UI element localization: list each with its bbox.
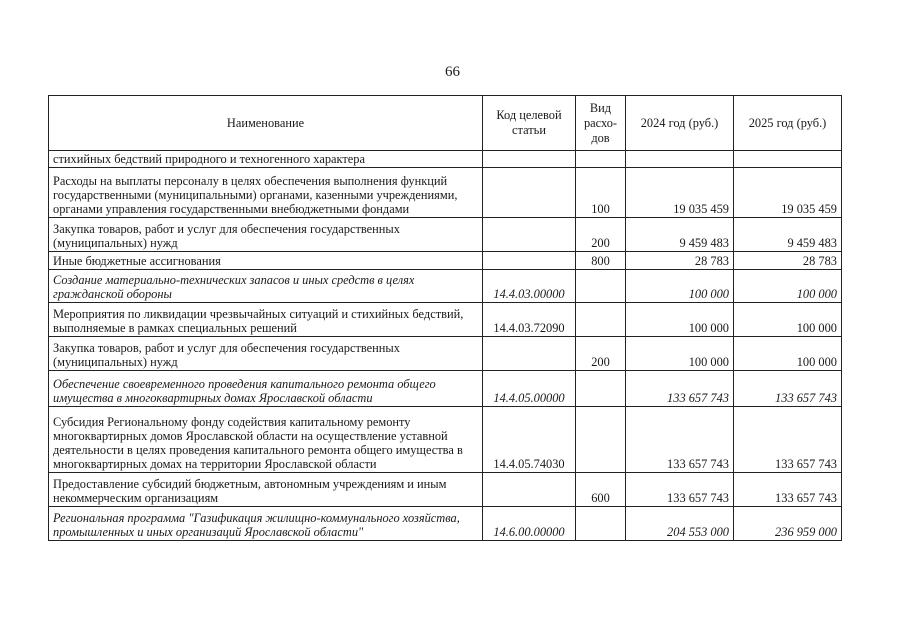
- row-kind-cell: 600: [576, 473, 626, 507]
- row-kind-cell: [576, 270, 626, 303]
- row-2024-cell: 100 000: [626, 270, 734, 303]
- row-code-cell: 14.4.05.74030: [483, 407, 576, 473]
- row-kind-cell: [576, 303, 626, 337]
- row-name-cell: Региональная программа "Газификация жилищно-коммунального хозяйства, промышленных и иных организаций Ярославской области": [49, 507, 483, 541]
- row-name-cell: Закупка товаров, работ и услуг для обеспечения государственных (муниципальных) нужд: [49, 337, 483, 371]
- row-code-cell: 14.6.00.00000: [483, 507, 576, 541]
- row-2024-cell: 100 000: [626, 303, 734, 337]
- row-2025-cell: 100 000: [734, 303, 842, 337]
- row-2025-cell: 133 657 743: [734, 407, 842, 473]
- row-code-cell: [483, 151, 576, 168]
- row-2025-cell: 100 000: [734, 337, 842, 371]
- row-2024-cell: 133 657 743: [626, 407, 734, 473]
- table-row: [49, 407, 842, 473]
- row-2025-cell: [734, 151, 842, 168]
- header-name: Наименование: [49, 96, 483, 151]
- row-name-cell: Иные бюджетные ассигнования: [49, 252, 483, 270]
- table-row: [49, 270, 842, 303]
- row-code-cell: [483, 337, 576, 371]
- row-name-cell: Создание материально-технических запасов и иных средств в целях гражданской обороны: [49, 270, 483, 303]
- table-row: [49, 218, 842, 252]
- row-2024-cell: 204 553 000: [626, 507, 734, 541]
- table-row: [49, 303, 842, 337]
- row-code-cell: [483, 252, 576, 270]
- row-name-cell: Закупка товаров, работ и услуг для обеспечения государственных (муниципальных) нужд: [49, 218, 483, 252]
- row-name-cell: Расходы на выплаты персоналу в целях обеспечения выполнения функций государственными (муниципальными) органами, казенными учреждениями, органами управления государственными внебюджетными фондами: [49, 168, 483, 218]
- row-kind-cell: 200: [576, 218, 626, 252]
- header-kind: Вид расхо- дов: [576, 96, 626, 151]
- row-code-cell: [483, 168, 576, 218]
- row-kind-cell: 100: [576, 168, 626, 218]
- row-2025-cell: 133 657 743: [734, 371, 842, 407]
- row-2024-cell: 133 657 743: [626, 473, 734, 507]
- row-2025-cell: 19 035 459: [734, 168, 842, 218]
- row-kind-cell: [576, 507, 626, 541]
- row-2025-cell: 28 783: [734, 252, 842, 270]
- row-2024-cell: 19 035 459: [626, 168, 734, 218]
- table-row: [49, 473, 842, 507]
- row-name-cell: Мероприятия по ликвидации чрезвычайных ситуаций и стихийных бедствий, выполняемые в рамках специальных решений: [49, 303, 483, 337]
- row-kind-cell: 200: [576, 337, 626, 371]
- row-2024-cell: 100 000: [626, 337, 734, 371]
- row-kind-cell: [576, 151, 626, 168]
- header-2024: 2024 год (руб.): [626, 96, 734, 151]
- row-kind-cell: 800: [576, 252, 626, 270]
- row-2024-cell: [626, 151, 734, 168]
- table-row: [49, 168, 842, 218]
- row-code-cell: 14.4.05.00000: [483, 371, 576, 407]
- table-row: [49, 337, 842, 371]
- row-name-cell: стихийных бедствий природного и техногенного характера: [49, 151, 483, 168]
- row-kind-cell: [576, 407, 626, 473]
- row-name-cell: Обеспечение своевременного проведения капитального ремонта общего имущества в многоквартирных домах Ярославской области: [49, 371, 483, 407]
- row-kind-cell: [576, 371, 626, 407]
- row-2024-cell: 9 459 483: [626, 218, 734, 252]
- row-2025-cell: 100 000: [734, 270, 842, 303]
- row-2025-cell: 236 959 000: [734, 507, 842, 541]
- header-2025: 2025 год (руб.): [734, 96, 842, 151]
- table-row: [49, 507, 842, 541]
- page-number: 66: [445, 64, 460, 80]
- table-row: [49, 371, 842, 407]
- row-2024-cell: 28 783: [626, 252, 734, 270]
- row-name-cell: Предоставление субсидий бюджетным, автономным учреждениям и иным некоммерческим организациям: [49, 473, 483, 507]
- table-row: [49, 151, 842, 168]
- row-name-cell: Субсидия Региональному фонду содействия капитальному ремонту многоквартирных домов Ярославской области на осуществление уставной деятельности в целях проведения капитального ремонта общего имущества в многоквартирных домах на территории Ярославской области: [49, 407, 483, 473]
- row-2025-cell: 133 657 743: [734, 473, 842, 507]
- row-code-cell: 14.4.03.72090: [483, 303, 576, 337]
- row-code-cell: 14.4.03.00000: [483, 270, 576, 303]
- table-row: [49, 252, 842, 270]
- row-2025-cell: 9 459 483: [734, 218, 842, 252]
- table-header-row: [49, 96, 842, 151]
- row-code-cell: [483, 473, 576, 507]
- row-code-cell: [483, 218, 576, 252]
- budget-table: [48, 95, 842, 541]
- header-code: Код целевой статьи: [483, 96, 576, 151]
- row-2024-cell: 133 657 743: [626, 371, 734, 407]
